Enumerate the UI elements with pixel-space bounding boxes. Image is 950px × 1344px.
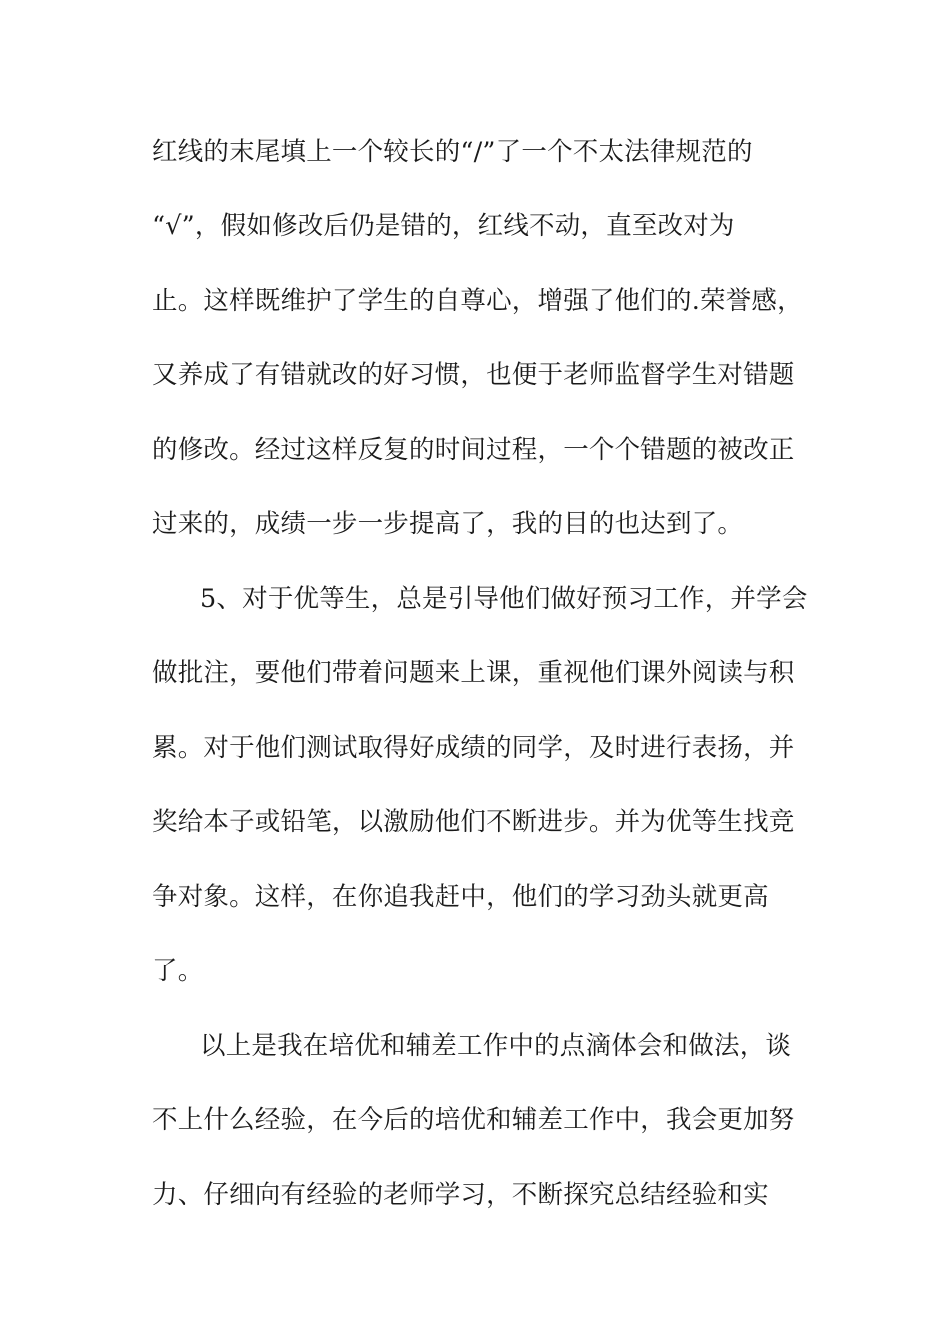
text-line: 争对象。这样，在你追我赶中，他们的学习劲头就更高: [152, 882, 769, 912]
text-line: 累。对于他们测试取得好成绩的同学，及时进行表扬，并: [152, 733, 795, 763]
text-line: 的修改。经过这样反复的时间过程，一个个错题的被改正: [152, 435, 795, 465]
text-line: 红线的末尾填上一个较长的“/”了一个不太法律规范的: [152, 137, 753, 167]
text-line: 不上什么经验，在今后的培优和辅差工作中，我会更加努: [152, 1105, 795, 1135]
paragraph-first-line: 以上是我在培优和辅差工作中的点滴体会和做法，谈: [200, 1031, 792, 1061]
text-line: 又养成了有错就改的好习惯，也便于老师监督学生对错题: [152, 360, 795, 390]
text-line: “√”，假如修改后仍是错的，红线不动，直至改对为: [152, 211, 735, 241]
text-line: 奖给本子或铅笔，以激励他们不断进步。并为优等生找竞: [152, 807, 795, 837]
text-line: 做批注，要他们带着问题来上课，重视他们课外阅读与积: [152, 658, 795, 688]
text-line: 了。: [152, 956, 204, 986]
text-line: 过来的，成绩一步一步提高了，我的目的也达到了。: [152, 509, 744, 539]
paragraph-first-line: 5、对于优等生，总是引导他们做好预习工作，并学会: [200, 584, 808, 614]
text-line: 力、仔细向有经验的老师学习，不断探究总结经验和实: [152, 1180, 769, 1210]
text-line: 止。这样既维护了学生的自尊心，增强了他们的.荣誉感，: [152, 286, 803, 316]
